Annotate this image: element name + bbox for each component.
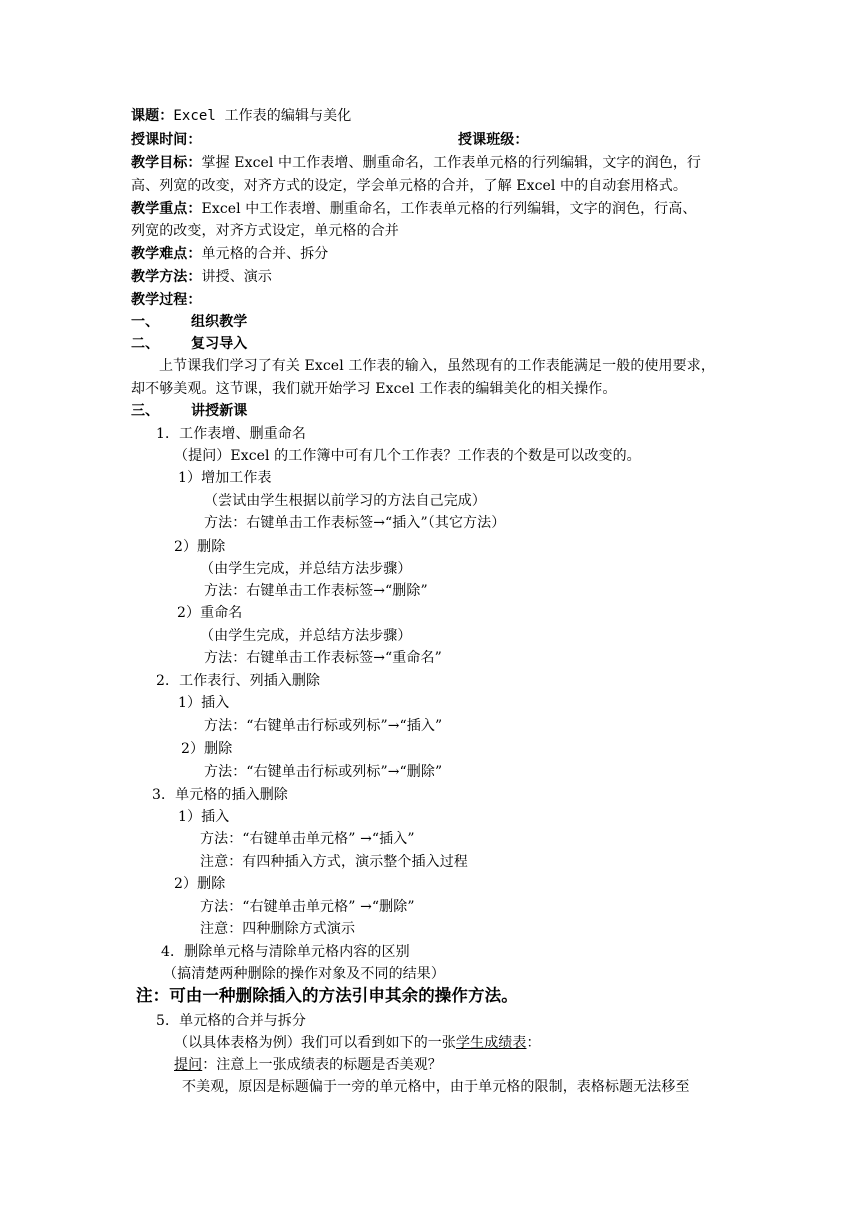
section-2-number: 二、 bbox=[131, 336, 160, 352]
question-label: 提问 bbox=[174, 1057, 203, 1073]
method-value: 讲授、演示 bbox=[201, 269, 272, 285]
question-text: ：注意上一张成绩表的标题是否美观？ bbox=[202, 1057, 442, 1073]
point-1-b: 2）删除 bbox=[174, 539, 226, 555]
class-label: 授课班级： bbox=[458, 132, 529, 148]
point-3-b: 2）删除 bbox=[174, 876, 226, 892]
point-2-a: 1）插入 bbox=[178, 695, 230, 711]
process-label: 教学过程： bbox=[131, 292, 202, 308]
point-1-c-method: 方法：右键单击工作表标签→“重命名” bbox=[204, 650, 442, 666]
section-3-number: 三、 bbox=[131, 403, 160, 419]
point-3-b-note: 注意：四种删除方式演示 bbox=[200, 921, 356, 937]
intro-text-2: 却不够美观。这节课，我们就开始学习 Excel 工作表的编辑美化的相关操作。 bbox=[131, 381, 617, 397]
remark-note: 注：可由一种删除插入的方法引申其余的操作方法。 bbox=[136, 986, 518, 1005]
difficulty-line bbox=[131, 244, 328, 264]
point-1: 1．工作表增、删重命名 bbox=[156, 426, 307, 442]
difficulty-label: 教学难点： bbox=[131, 246, 202, 262]
point-1-a: 1）增加工作表 bbox=[178, 470, 272, 486]
point-1-a-note: （尝试由学生根据以前学习的方法自己完成） bbox=[204, 493, 486, 509]
topic-label: 课题： bbox=[131, 108, 174, 124]
point-5: 5．单元格的合并与拆分 bbox=[156, 1013, 307, 1029]
goal-text-2: 高、列宽的改变，对齐方式的设定，学会单元格的合并，了解 Excel 中的自动套用格式。 bbox=[131, 178, 687, 194]
goal-line-1 bbox=[131, 153, 701, 173]
point-1-c: 2）重命名 bbox=[177, 605, 243, 621]
point-2-a-method: 方法：“右键单击行标或列标”→“插入” bbox=[204, 718, 443, 734]
point-3: 3．单元格的插入删除 bbox=[152, 787, 288, 803]
point-1-b-note: （由学生完成，并总结方法步骤） bbox=[200, 561, 412, 577]
goal-label: 教学目标： bbox=[131, 155, 202, 171]
difficulty-value: 单元格的合并、拆分 bbox=[201, 246, 329, 262]
point-5-answer: 不美观，原因是标题偏于一旁的单元格中，由于单元格的限制，表格标题无法移至 bbox=[182, 1079, 690, 1095]
point-1-b-method: 方法：右键单击工作表标签→“删除” bbox=[204, 583, 428, 599]
point-1-c-note: （由学生完成，并总结方法步骤） bbox=[200, 628, 412, 644]
method-line bbox=[131, 267, 272, 287]
point-5-example bbox=[174, 1033, 541, 1053]
point-4: 4．删除单元格与清除单元格内容的区别 bbox=[161, 944, 410, 960]
point-1-question: （提问）Excel 的工作簿中可有几个工作表？工作表的个数是可以改变的。 bbox=[174, 448, 641, 464]
section-2-title: 复习导入 bbox=[191, 336, 248, 352]
point-2: 2．工作表行、列插入删除 bbox=[156, 673, 321, 689]
point-3-b-method: 方法：“右键单击单元格” →“删除” bbox=[200, 899, 415, 915]
goal-text-1: 掌握 Excel 中工作表增、删重命名，工作表单元格的行列编辑，文字的润色，行 bbox=[201, 155, 702, 171]
method-label: 教学方法： bbox=[131, 269, 202, 285]
point-1-a-method: 方法：右键单击工作表标签→“插入”（其它方法） bbox=[204, 515, 506, 531]
point-3-a: 1）插入 bbox=[178, 809, 230, 825]
point-2-b-method: 方法：“右键单击行标或列标”→“删除” bbox=[204, 764, 443, 780]
intro-text-1: 上节课我们学习了有关 Excel 工作表的输入，虽然现有的工作表能满足一般的使用要求， bbox=[159, 358, 715, 374]
section-1-number: 一、 bbox=[131, 314, 160, 330]
section-3-title: 讲授新课 bbox=[191, 403, 248, 419]
point-3-a-method: 方法：“右键单击单元格” →“插入” bbox=[200, 831, 415, 847]
keypoint-label: 教学重点： bbox=[131, 201, 202, 217]
score-table-link: 学生成绩表 bbox=[456, 1035, 527, 1051]
time-label: 授课时间： bbox=[131, 132, 202, 148]
section-1-title: 组织教学 bbox=[191, 314, 248, 330]
keypoint-line-1 bbox=[131, 199, 696, 219]
point-4-note: （搞清楚两种删除的操作对象及不同的结果） bbox=[163, 966, 445, 982]
point-5-example-end: ： bbox=[526, 1035, 541, 1051]
topic-value: Excel 工作表的编辑与美化 bbox=[173, 108, 352, 124]
keypoint-text-2: 列宽的改变，对齐方式设定，单元格的合并 bbox=[131, 223, 399, 239]
point-2-b: 2）删除 bbox=[181, 741, 233, 757]
keypoint-text-1: Excel 中工作表增、删重命名，工作表单元格的行列编辑，文字的润色，行高、 bbox=[201, 201, 697, 217]
point-5-question bbox=[174, 1055, 442, 1075]
point-3-a-note: 注意：有四种插入方式，演示整个插入过程 bbox=[200, 854, 468, 870]
point-5-example-text: （以具体表格为例）我们可以看到如下的一张 bbox=[174, 1035, 456, 1051]
topic-line bbox=[131, 106, 351, 126]
